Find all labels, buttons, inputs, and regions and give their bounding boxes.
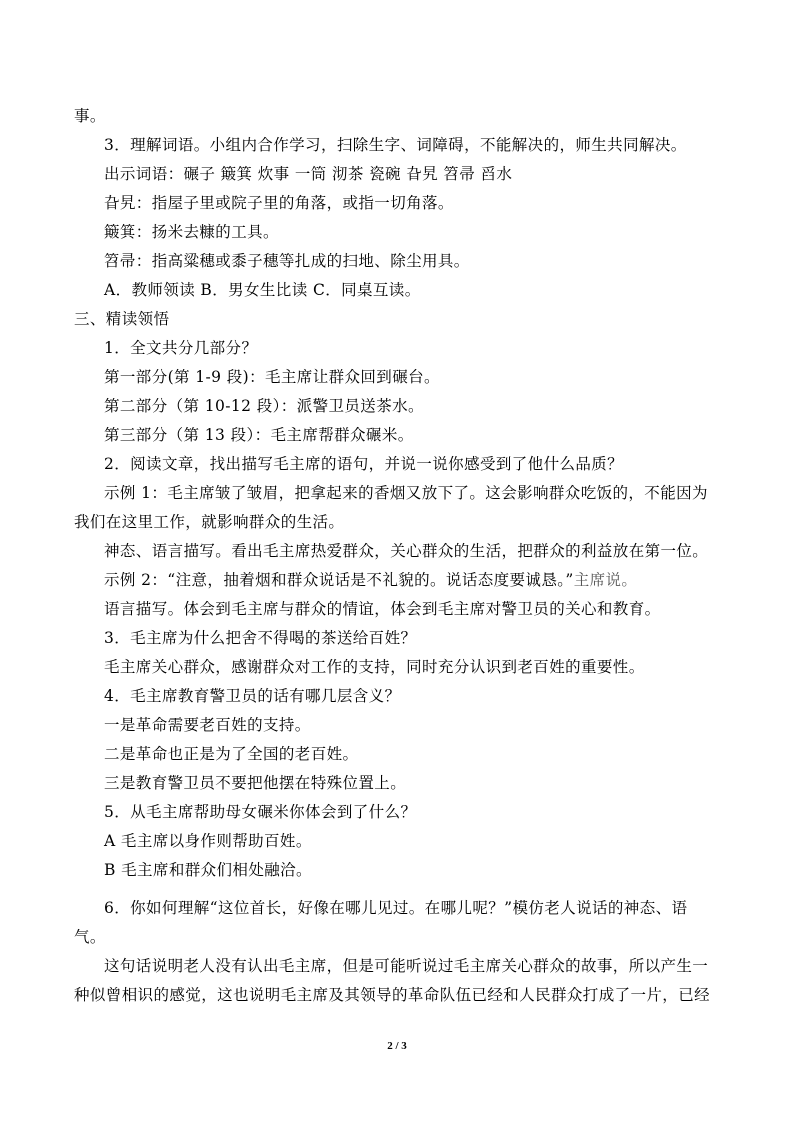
answer-line: 二是革命也正是为了全国的老百姓。 <box>104 745 359 763</box>
answer-line: 一是革命需要老百姓的支持。 <box>104 716 311 734</box>
text-line: 事。 <box>74 107 106 125</box>
question-line: 1．全文共分几部分？ <box>104 339 258 357</box>
question-line: 气。 <box>74 928 106 946</box>
answer-line: 第三部分（第 13 段）：毛主席帮群众碾米。 <box>104 426 414 444</box>
answer-line: 第一部分(第 1-9 段)：毛主席让群众回到碾台。 <box>104 368 440 386</box>
question-line: 3．毛主席为什么把舍不得喝的茶送给百姓？ <box>104 629 417 647</box>
definition-line: 簸箕：扬米去糠的工具。 <box>104 223 279 241</box>
question-line: 5．从毛主席帮助母女碾米你体会到了什么？ <box>104 803 417 821</box>
definition-line: 旮旯：指屋子里或院子里的角落，或指一切角落。 <box>104 194 454 212</box>
answer-line: B 毛主席和群众们相处融洽。 <box>104 861 312 879</box>
example-line: 示例 1：毛主席皱了皱眉，把拿起来的香烟又放下了。这会影响群众吃饭的，不能因为 <box>104 484 708 502</box>
definition-line: 笤帚：指高粱穗或黍子穗等扎成的扫地、除尘用具。 <box>104 252 470 270</box>
reading-modes: A．教师领读 B．男女生比读 C．同桌互读。 <box>104 281 421 299</box>
answer-paragraph: 种似曾相识的感觉，这也说明毛主席及其领导的革命队伍已经和人民群众打成了一片，已经 <box>74 986 711 1004</box>
answer-line: 语言描写。体会到毛主席与群众的情谊，体会到毛主席对警卫员的关心和教育。 <box>104 600 661 618</box>
example-quote: 示例 2：“注意，抽着烟和群众说话是不礼貌的。说话态度要诚恳。” <box>104 571 574 589</box>
step-heading: 3．理解词语。小组内合作学习，扫除生字、词障碍，不能解决的，师生共同解决。 <box>104 136 687 154</box>
example-tail: 主席说。 <box>573 571 638 589</box>
vocab-list: 出示词语：碾子 簸箕 炊事 一筒 沏茶 瓷碗 旮旯 笤帚 舀水 <box>104 165 513 183</box>
answer-line: 第二部分（第 10-12 段）：派警卫员送茶水。 <box>104 397 424 415</box>
answer-paragraph: 这句话说明老人没有认出毛主席，但是可能听说过毛主席关心群众的故事，所以产生一 <box>104 957 709 975</box>
answer-line: 三是教育警卫员不要把他摆在特殊位置上。 <box>104 774 407 792</box>
question-line: 2．阅读文章，找出描写毛主席的语句，并说一说你感受到了他什么品质？ <box>104 455 624 473</box>
question-line: 4．毛主席教育警卫员的话有哪几层含义？ <box>104 687 401 705</box>
section-heading: 三、精读领悟 <box>74 310 170 328</box>
answer-line: 神态、语言描写。看出毛主席热爱群众，关心群众的生活，把群众的利益放在第一位。 <box>104 542 709 560</box>
question-line: 6．你如何理解“这位首长，好像在哪儿见过。在哪儿呢？”模仿老人说话的神态、语 <box>104 899 688 917</box>
page-number: 2 / 3 <box>387 1040 407 1052</box>
example-line <box>104 570 750 590</box>
answer-line: A 毛主席以身作则帮助百姓。 <box>104 832 312 850</box>
answer-line: 毛主席关心群众，感谢群众对工作的支持，同时充分认识到老百姓的重要性。 <box>104 658 645 676</box>
example-line: 我们在这里工作，就影响群众的生活。 <box>74 513 345 531</box>
